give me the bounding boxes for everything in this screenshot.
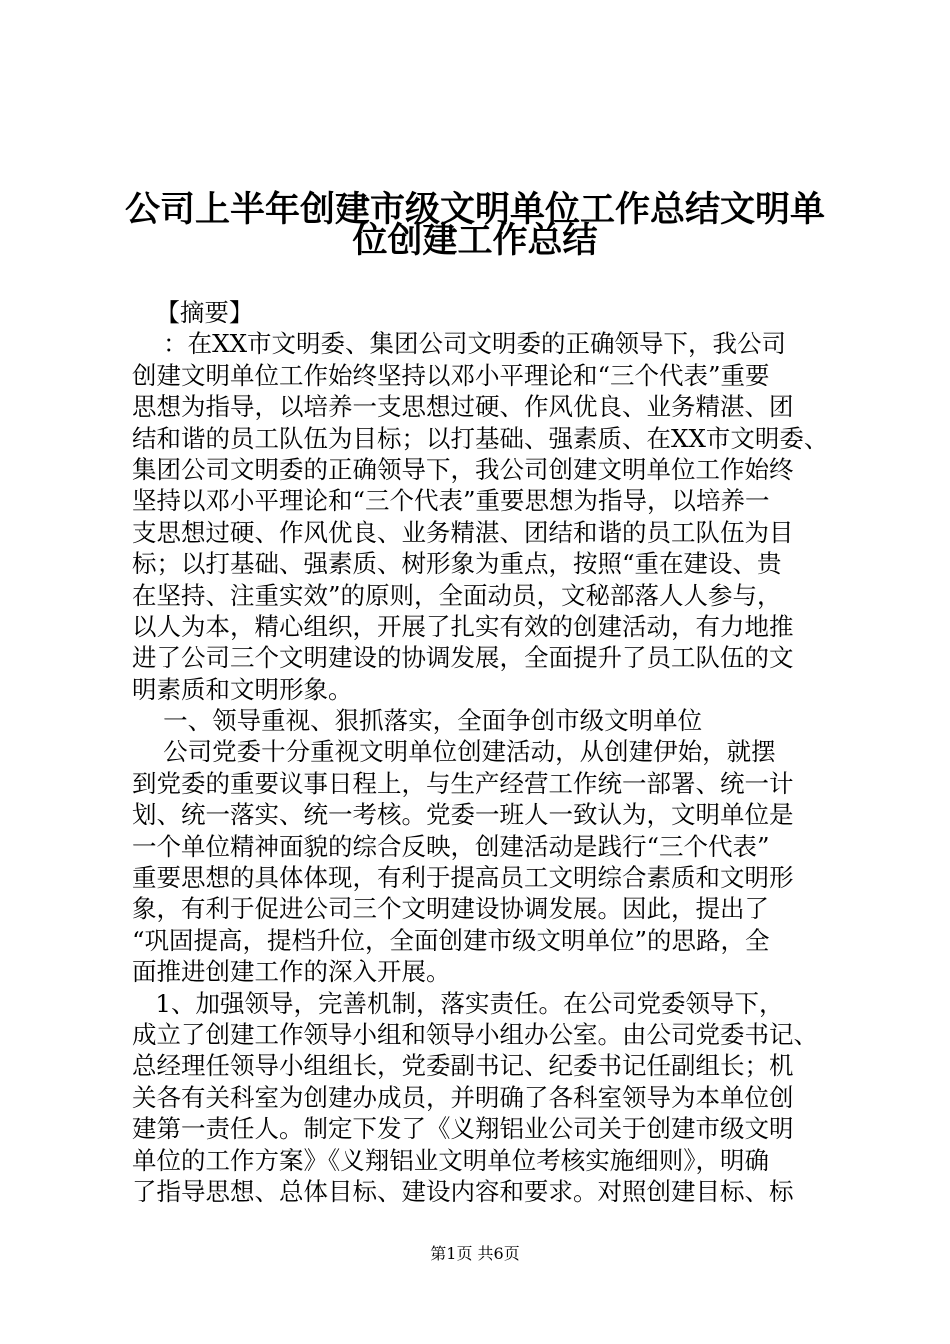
- body-line: 1、加强领导，完善机制，落实责任。在公司党委领导下，: [132, 988, 784, 1018]
- body-line: 到党委的重要议事日程上，与生产经营工作统一部署、统一计: [132, 768, 794, 798]
- body-line: 划、统一落实、统一考核。党委一班人一致认为，文明单位是: [132, 800, 794, 830]
- body-line: 集团公司文明委的正确领导下，我公司创建文明单位工作始终: [132, 454, 794, 484]
- body-line: 面推进创建工作的深入开展。: [132, 957, 451, 987]
- body-line: 建第一责任人。制定下发了《义翔铝业公司关于创建市级文明: [132, 1114, 794, 1144]
- body-line: 进了公司三个文明建设的协调发展，全面提升了员工队伍的文: [132, 643, 794, 673]
- body-line: 思想为指导，以培养一支思想过硬、作风优良、业务精湛、团: [132, 392, 794, 422]
- body-line: 重要思想的具体体现，有利于提高员工文明综合素质和文明形: [132, 863, 794, 893]
- body-line: ：在XX市文明委、集团公司文明委的正确领导下，我公司: [132, 329, 787, 359]
- body-line: 象，有利于促进公司三个文明建设协调发展。因此，提出了: [132, 894, 769, 924]
- body-line: 以人为本，精心组织，开展了扎实有效的创建活动，有力地推: [132, 611, 794, 641]
- body-line: 坚持以邓小平理论和“三个代表”重要思想为指导，以培养一: [132, 486, 770, 516]
- body-line: 一、领导重视、狠抓落实，全面争创市级文明单位: [132, 706, 703, 736]
- body-line: 创建文明单位工作始终坚持以邓小平理论和“三个代表”重要: [132, 360, 770, 390]
- body-line: 一个单位精神面貌的综合反映，创建活动是践行“三个代表”: [132, 831, 770, 861]
- body-line: 支思想过硬、作风优良、业务精湛、团结和谐的员工队伍为目: [132, 517, 794, 547]
- body-line: “巩固提高，提档升位，全面创建市级文明单位”的思路，全: [132, 925, 770, 955]
- body-line: 单位的工作方案》《义翔铝业文明单位考核实施细则》，明确: [132, 1145, 769, 1175]
- body-line: 成立了创建工作领导小组和领导小组办公室。由公司党委书记、: [132, 1019, 818, 1049]
- body-line: 【摘要】: [132, 298, 254, 327]
- body-line: 公司党委十分重视文明单位创建活动，从创建伊始，就摆: [132, 737, 776, 767]
- document-title: [100, 180, 850, 262]
- title-line-1: 公司上半年创建市级文明单位工作总结文明单: [124, 189, 825, 230]
- body-line: 明素质和文明形象。: [132, 674, 353, 704]
- body-line: 结和谐的员工队伍为目标；以打基础、强素质、在XX市文明委、: [132, 423, 829, 453]
- page-number-footer: 第1页 共6页: [430, 1244, 520, 1263]
- body-line: 了指导思想、总体目标、建设内容和要求。对照创建目标、标: [132, 1176, 794, 1206]
- title-line-2: 位创建工作总结: [352, 220, 598, 262]
- body-line: 标；以打基础、强素质、树形象为重点，按照“重在建设、贵: [132, 549, 782, 579]
- body-line: 总经理任领导小组组长，党委副书记、纪委书记任副组长；机: [132, 1051, 794, 1081]
- body-line: 关各有关科室为创建办成员，并明确了各科室领导为本单位创: [132, 1082, 794, 1112]
- body-line: 在坚持、注重实效”的原则，全面动员，文秘部落人人参与，: [132, 580, 782, 610]
- document-body: [132, 297, 832, 1207]
